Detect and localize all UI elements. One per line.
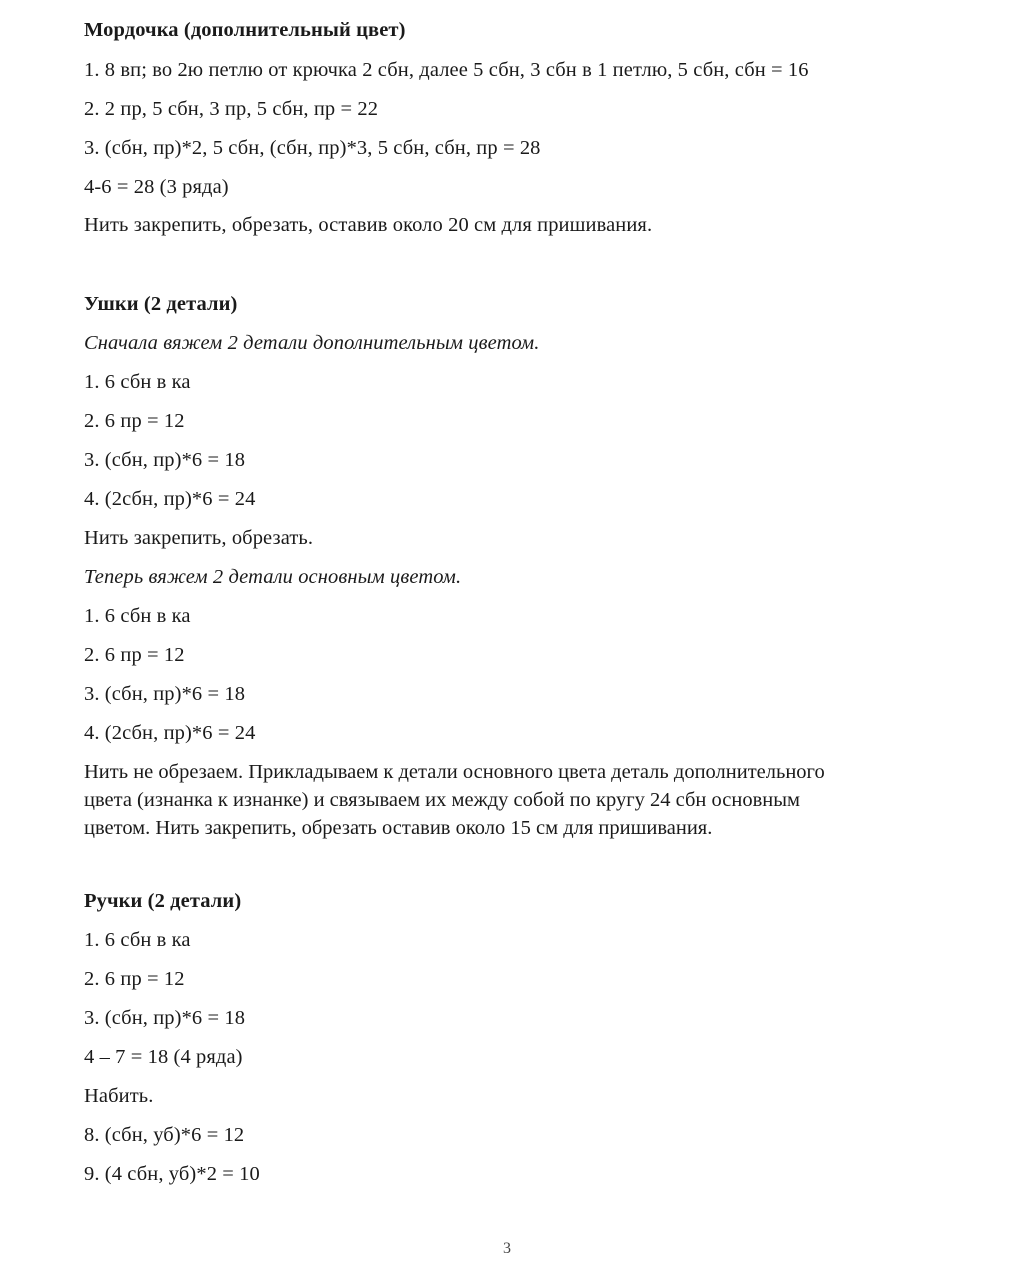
ears-final-note [84,758,944,842]
ears-main-row-2: 2. 6 пр = 12 [84,644,185,666]
ears-intro-extra: Сначала вяжем 2 детали дополнительным цветом. [84,332,540,354]
muzzle-row-4: 4-6 = 28 (3 ряда) [84,176,229,198]
ears-main-row-4: 4. (2сбн, пр)*6 = 24 [84,722,256,744]
arms-row-3: 3. (сбн, пр)*6 = 18 [84,1007,246,1029]
page-number: 3 [503,1240,511,1257]
ears-main-row-3: 3. (сбн, пр)*6 = 18 [84,683,246,705]
muzzle-row-1: 1. 8 вп; во 2ю петлю от крючка 2 сбн, далее 5 сбн, 3 сбн в 1 петлю, 5 сбн, сбн = 16 [84,59,809,81]
arms-row-1: 1. 6 сбн в ка [84,929,191,951]
ears-extra-note: Нить закрепить, обрезать. [84,527,314,549]
ears-extra-row-1: 1. 6 сбн в ка [84,371,191,393]
section-heading-arms: Ручки (2 детали) [84,890,242,912]
muzzle-row-2: 2. 2 пр, 5 сбн, 3 пр, 5 сбн, пр = 22 [84,98,379,120]
muzzle-row-3: 3. (сбн, пр)*2, 5 сбн, (сбн, пр)*3, 5 сбн, сбн, пр = 28 [84,137,541,159]
ears-final-note-line-3: цветом. Нить закрепить, обрезать оставив около 15 см для пришивания. [84,817,713,839]
ears-final-note-line-1: Нить не обрезаем. Прикладываем к детали основного цвета деталь дополнительного [84,761,825,783]
section-heading-ears: Ушки (2 детали) [84,293,238,315]
ears-extra-row-3: 3. (сбн, пр)*6 = 18 [84,449,246,471]
ears-extra-row-2: 2. 6 пр = 12 [84,410,185,432]
arms-stuff-note: Набить. [84,1085,154,1107]
ears-final-note-line-2: цвета (изнанка к изнанке) и связываем их между собой по кругу 24 сбн основным [84,789,800,811]
arms-row-2: 2. 6 пр = 12 [84,968,185,990]
arms-row-8: 8. (сбн, уб)*6 = 12 [84,1124,245,1146]
arms-row-9: 9. (4 сбн, уб)*2 = 10 [84,1163,260,1185]
section-heading-muzzle: Мордочка (дополнительный цвет) [84,19,406,41]
ears-intro-main: Теперь вяжем 2 детали основным цветом. [84,566,462,588]
ears-main-row-1: 1. 6 сбн в ка [84,605,191,627]
arms-row-4: 4 – 7 = 18 (4 ряда) [84,1046,243,1068]
muzzle-note: Нить закрепить, обрезать, оставив около 20 см для пришивания. [84,214,653,236]
ears-extra-row-4: 4. (2сбн, пр)*6 = 24 [84,488,256,510]
